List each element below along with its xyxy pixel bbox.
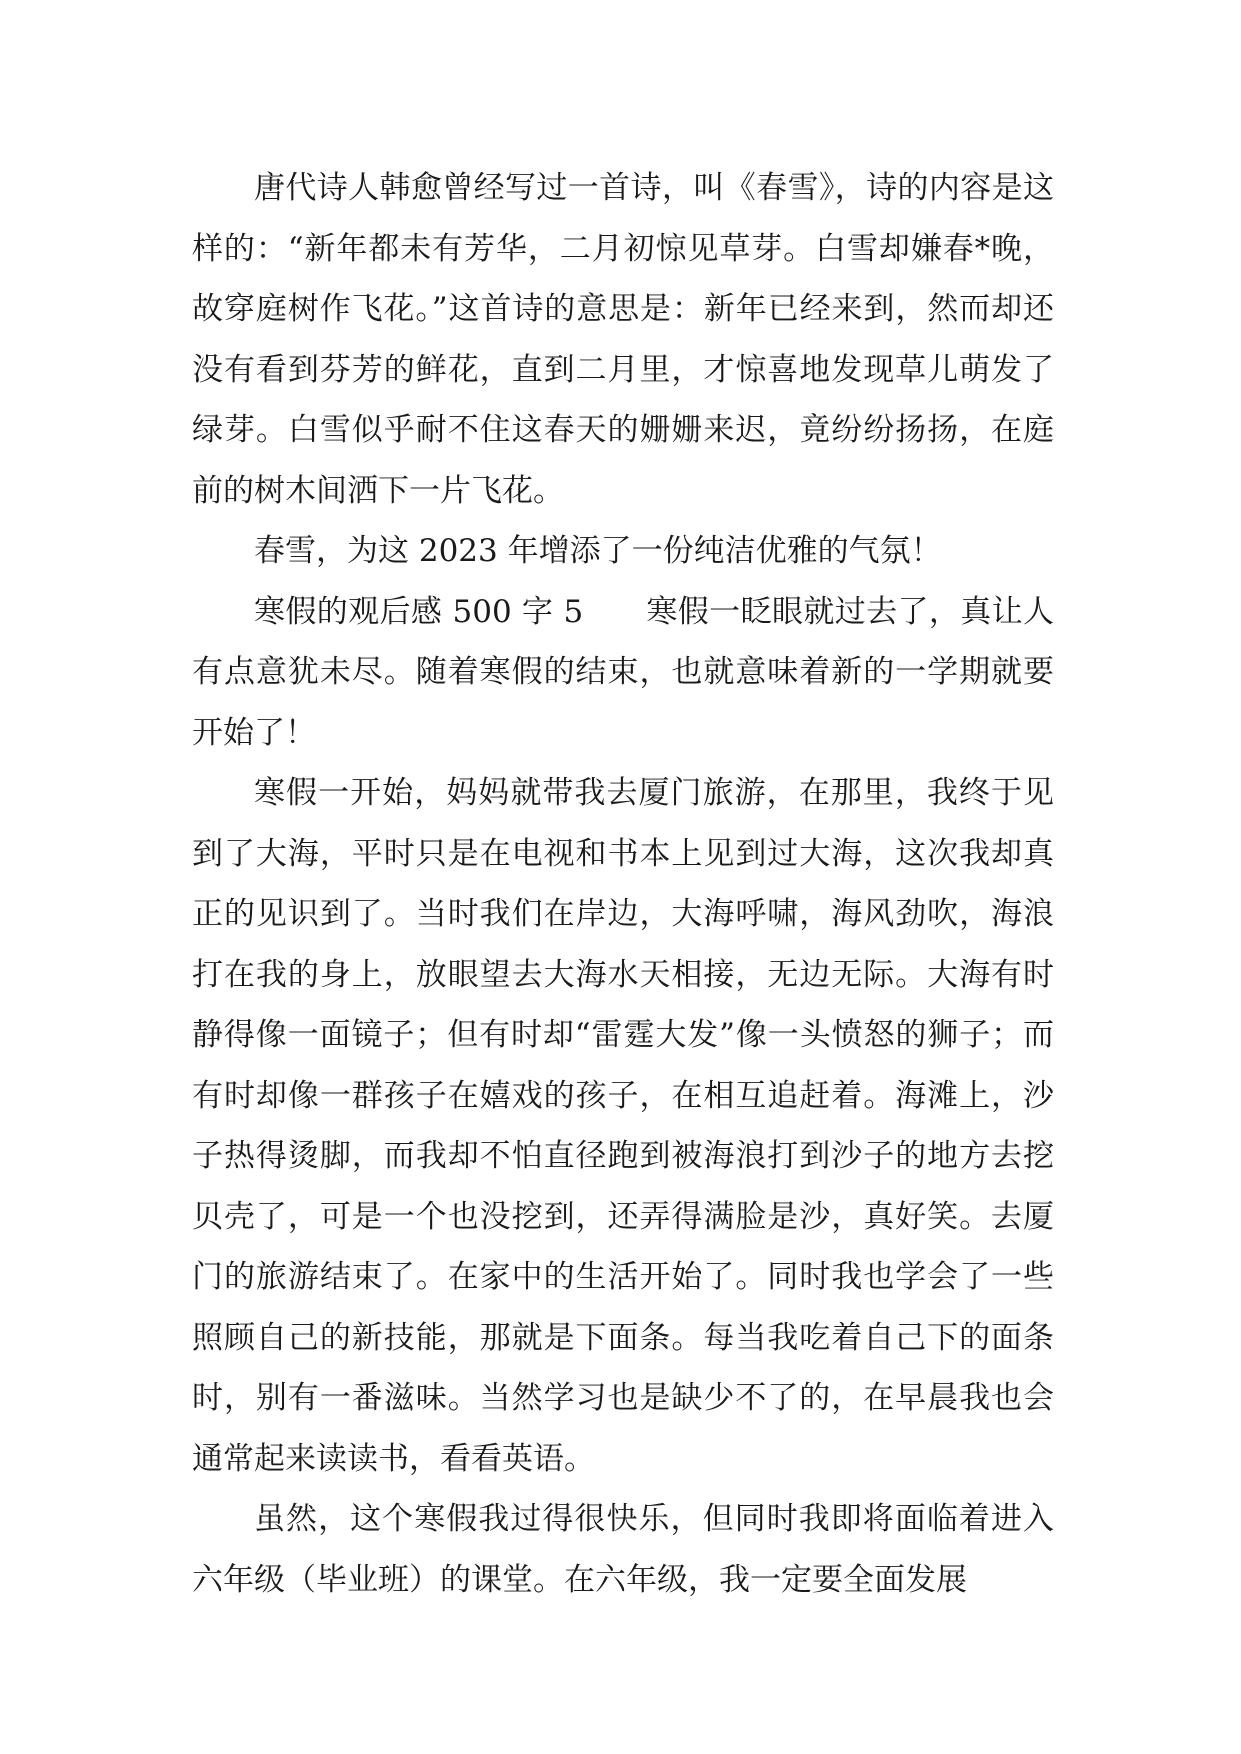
paragraph-spring-snow: 春雪，为这 2023 年增添了一份纯洁优雅的气氛！: [254, 533, 942, 569]
paragraph-sixth-grade: 虽然，这个寒假我过得很快乐，但同时我即将面临着进入六年级（毕业班）的课堂。在六年级，我一定要全面发展: [192, 1501, 1054, 1598]
paragraph-poem-intro: 唐代诗人韩愈曾经写过一首诗，叫《春雪》，诗的内容是这样的：“新年都未有芳华，二月初惊见草芽。白雪却嫌春*晚，故穿庭树作飞花。”这首诗的意思是：新年已经来到，然而却还没有看到芬芳的鲜花，直到二月里，才惊喜地发现草儿萌发了绿芽。白雪似乎耐不住这春天的姗姗来迟，竟纷纷扬扬，在庭前的树木间洒下一片飞花。: [192, 170, 1054, 509]
paragraph-essay-title: 寒假的观后感 500 字 5 寒假一眨眼就过去了，真让人有点意犹未尽。随着寒假的结束，也就意味着新的一学期就要开始了！: [192, 593, 1054, 751]
paragraph-xiamen-trip: 寒假一开始，妈妈就带我去厦门旅游，在那里，我终于见到了大海，平时只是在电视和书本上见到过大海，这次我却真正的见识到了。当时我们在岸边，大海呼啸，海风劲吹，海浪打在我的身上，放眼望去大海水天相接，无边无际。大海有时静得像一面镜子；但有时却“雷霆大发”像一头愤怒的狮子；而有时却像一群孩子在嬉戏的孩子，在相互追赶着。海滩上，沙子热得烫脚，而我却不怕直径跑到被海浪打到沙子的地方去挖贝壳了，可是一个也没挖到，还弄得满脸是沙，真好笑。去厦门的旅游结束了。在家中的生活开始了。同时我也学会了一些照顾自己的新技能，那就是下面条。每当我吃着自己下的面条时，别有一番滋味。当然学习也是缺少不了的，在早晨我也会通常起来读读书，看看英语。: [192, 775, 1054, 1477]
document-body: [192, 158, 1054, 1610]
